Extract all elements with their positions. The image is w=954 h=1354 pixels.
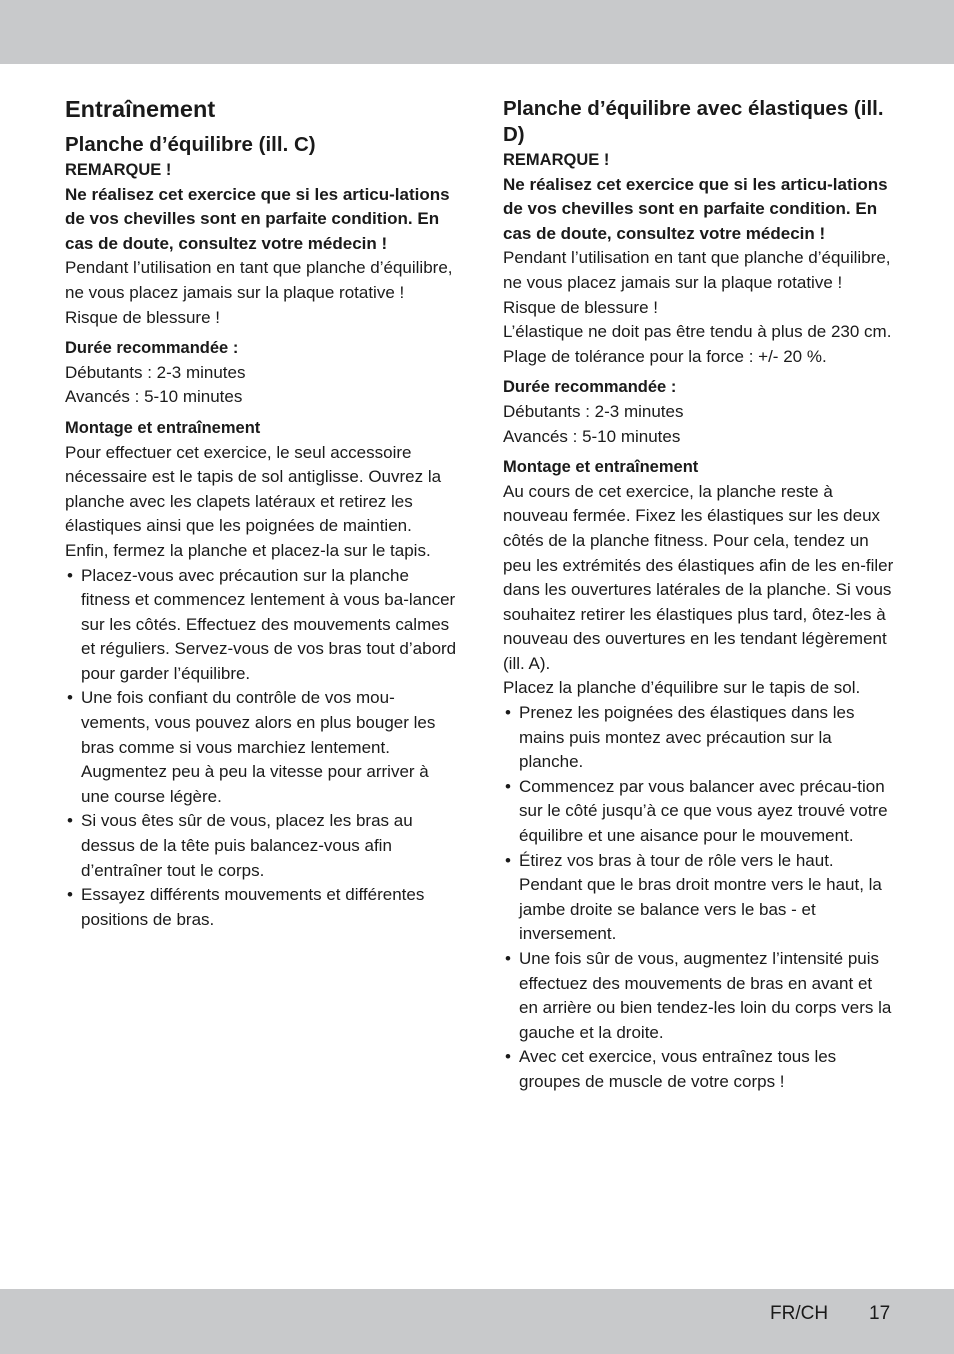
instruction-list <box>65 564 457 933</box>
page-number: 17 <box>869 1303 891 1324</box>
bullet-icon: • <box>505 776 511 796</box>
list-item: • Une fois sûr de vous, augmentez l’intensité puis effectuez des mouvements de bras en avant et en arrière ou bien tendez-les loin du corps vers la gauche et la droite. <box>505 949 892 1042</box>
duration-heading: Durée recommandée : <box>503 378 677 397</box>
subsection-heading: Planche d’équilibre avec élastiques (ill. D) <box>503 97 884 146</box>
duration-beginners: Débutants : 2-3 minutes <box>65 362 246 382</box>
bullet-icon: • <box>505 850 511 870</box>
bullet-icon: • <box>505 703 511 723</box>
warning-text: Ne réalisez cet exercice que si les articu-lations de vos chevilles sont en parfaite condition. En cas de doute, consultez votre médecin ! <box>65 184 450 253</box>
caution-text: Pendant l’utilisation en tant que planche d’équilibre, ne vous placez jamais sur la plaque rotative ! Risque de blessure ! <box>65 258 453 327</box>
bullet-icon: • <box>67 688 73 708</box>
subsection-heading: Planche d’équilibre (ill. C) <box>65 133 316 156</box>
assembly-text: Au cours de cet exercice, la planche reste à nouveau fermée. Fixez les élastiques sur les deux côtés de la planche fitness. Pour cela, tendez un peu les extrémités des élastiques afin de les en-filer dans les ouvertures latérales de la planche. Si vous souhaitez retirer les élastiques plus tard, ôtez-les à nouveau des ouvertures en les tendant légèrement (ill. A). <box>503 481 894 673</box>
list-item: • Prenez les poignées des élastiques dans les mains puis montez avec précaution sur la planche. <box>505 703 855 772</box>
warning-text: Ne réalisez cet exercice que si les articu-lations de vos chevilles sont en parfaite condition. En cas de doute, consultez votre médecin ! <box>503 174 888 243</box>
section-title: Entraînement <box>65 96 216 122</box>
elastic-note: L’élastique ne doit pas être tendu à plus de 230 cm. Plage de tolérance pour la force : +/- 20 %. <box>503 322 892 366</box>
place-text: Placez la planche d’équilibre sur le tapis de sol. <box>503 678 861 698</box>
assembly-heading: Montage et entraînement <box>503 458 699 477</box>
right-column <box>503 92 895 1095</box>
duration-beginners: Débutants : 2-3 minutes <box>503 401 684 421</box>
bullet-icon: • <box>505 949 511 968</box>
list-item: • Étirez vos bras à tour de rôle vers le haut. Pendant que le bras droit montre vers le haut, la jambe droite se balance vers le bas - et inversement. <box>505 850 882 944</box>
header-bar <box>0 0 954 64</box>
duration-heading: Durée recommandée : <box>65 339 239 358</box>
remark-label: REMARQUE ! <box>503 151 610 169</box>
instruction-list <box>503 701 895 1095</box>
duration-advanced: Avancés : 5-10 minutes <box>503 426 681 446</box>
duration-advanced: Avancés : 5-10 minutes <box>65 387 243 407</box>
bullet-icon: • <box>67 565 73 585</box>
assembly-text: Pour effectuer cet exercice, le seul accessoire nécessaire est le tapis de sol antiglisse. Ouvrez la planche avec les clapets latéraux et retirez les élastiques ainsi que les poignées de maintien. Enfin, fermez la planche et placez-la sur le tapis. <box>65 442 442 560</box>
list-item: • Essayez différents mouvements et différentes positions de bras. <box>67 885 425 929</box>
list-item: • Avec cet exercice, vous entraînez tous les groupes de muscle de votre corps ! <box>505 1047 837 1091</box>
bullet-icon: • <box>67 811 73 831</box>
caution-text: Pendant l’utilisation en tant que planche d’équilibre, ne vous placez jamais sur la plaque rotative ! Risque de blessure ! <box>503 248 891 317</box>
bullet-icon: • <box>67 885 73 905</box>
list-item: • Placez-vous avec précaution sur la planche fitness et commencez lentement à vous ba-lancer sur les côtés. Effectuez des mouvements calmes et réguliers. Servez-vous de vos bras tout d’abord pour garder l’équilibre. <box>67 565 457 683</box>
list-item: • Si vous êtes sûr de vous, placez les bras au dessus de la tête puis balancez-vous afin d’entraîner tout le corps. <box>67 811 413 880</box>
list-item: • Une fois confiant du contrôle de vos mou-vements, vous pouvez alors en plus bouger les bras comme si vous marchiez lentement. Augmentez peu à peu la vitesse pour arriver à une course légère. <box>67 688 436 806</box>
remark-label: REMARQUE ! <box>65 161 172 179</box>
list-item: • Commencez par vous balancer avec précau-tion sur le côté jusqu’à ce que vous ayez trouvé votre équilibre et une aisance pour le mouvement. <box>505 776 888 846</box>
assembly-heading: Montage et entraînement <box>65 418 261 437</box>
language-code: FR/CH <box>770 1303 829 1324</box>
left-column <box>65 92 457 932</box>
bullet-icon: • <box>505 1047 511 1067</box>
